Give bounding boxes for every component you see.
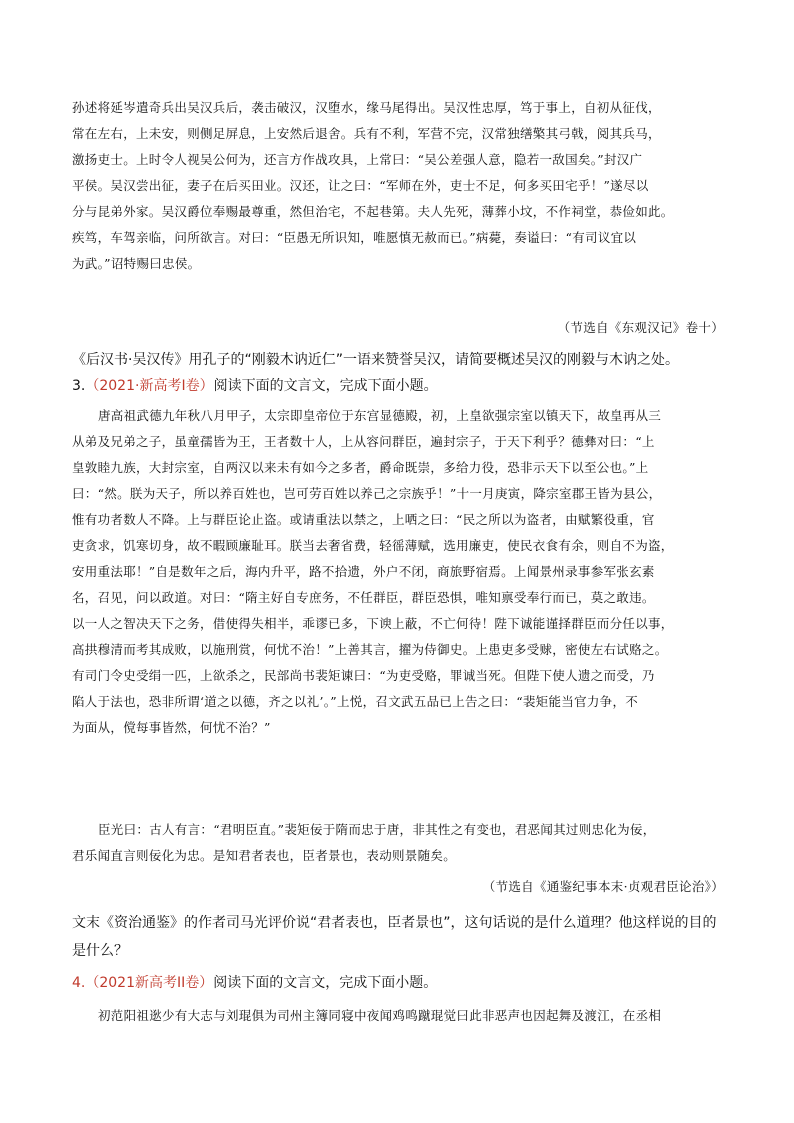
passage-line: 为面从，傥每事皆然，何忧不治？” <box>72 720 271 735</box>
passage-3-commentary <box>72 817 724 869</box>
passage-line: 激扬吏士。上时令人视吴公何为，还言方作战攻具，上常曰：“吴公差强人意，隐若一敌国矣。”封汉广 <box>72 152 643 167</box>
passage-line: 臣光曰：古人有言：“君明臣直。”裴矩佞于隋而忠于唐，非其性之有变也，君恶闻其过则忠化为佞， <box>98 822 656 837</box>
passage-line: 陷人于法也，恐非所谓‘道之以德，齐之以礼’。”上悦，召文武五品已上告之曰：“裴矩能当官力争，不 <box>72 694 639 709</box>
passage-line: 君乐闻直言则佞化为忠。是知君者表也，臣者景也，表动则景随矣。 <box>72 848 457 863</box>
passage-line: 安用重法耶！”自是数年之后，海内升平，路不拾遗，外户不闭，商旅野宿焉。上闻景州录事参军张玄素 <box>72 564 655 579</box>
passage-line: 皇敦睦九族，大封宗室，自两汉以来未有如今之多者，爵命既崇，多给力役，恐非示天下以至公也。”上 <box>72 460 649 475</box>
passage-line: 从弟及兄弟之子，虽童孺皆为王，王者数十人，上从容问群臣，遍封宗子，于天下利乎？德彝对曰：“上 <box>72 434 655 449</box>
item-number: 3. <box>72 378 86 394</box>
passage-line: 惟有功者数人不降。上与群臣论止盗。或请重法以禁之，上哂之曰：“民之所以为盗者，由赋繁役重，官 <box>72 512 655 527</box>
passage-line: 有司门令史受绢一匹，上欲杀之，民部尚书裴矩谏曰：“为吏受赂，罪诚当死。但陛下使人遗之而受，乃 <box>72 668 655 683</box>
passage-line: 唐高祖武德九年秋八月甲子，太宗即皇帝位于东宫显德殿，初，上皇欲强宗室以镇天下，故皇再从三 <box>98 408 662 423</box>
passage-1 <box>72 95 724 277</box>
passage-line: 曰：“然。朕为天子，所以养百姓也，岂可劳百姓以养己之宗族乎！”十一月庚寅，降宗室郡王皆为县公， <box>72 486 662 501</box>
passage-line: 高拱穆清而考其成败，以施刑赏，何忧不治！”上善其言，擢为侍御史。上患吏多受赇，密使左右试赂之。 <box>72 642 668 657</box>
passage-line: 初范阳祖逖少有大志与刘琨俱为司州主簿同寝中夜闻鸡鸣蹴琨觉曰此非恶声也因起舞及渡江，在丞相 <box>98 1008 662 1023</box>
passage-line: 以一人之智决天下之务，借使得失相半，乖谬已多，下谀上蔽，不亡何待！陛下诚能谨择群臣而分任以事， <box>72 616 674 631</box>
passage-4 <box>72 1003 724 1029</box>
passage-line: 分与昆弟外家。吴汉爵位奉赐最尊重，然但治宅，不起巷第。夫人先死，薄葬小坟，不作祠堂，恭俭如此。 <box>72 204 674 219</box>
passage-line: 常在左右，上未安，则侧足屏息，上安然后退舍。兵有不利，军营不完，汉常独缮檠其弓戟，阅其兵马， <box>72 126 661 141</box>
passage-line: 孙述将延岑遣奇兵出吴汉兵后，袭击破汉，汉堕水，缘马尾得出。吴汉性忠厚，笃于事上，自初从征伐， <box>72 100 661 115</box>
source-citation: （节选自《东观汉记》卷十） <box>557 320 724 335</box>
passage-line: 平侯。吴汉尝出征，妻子在后买田业。汉还，让之曰：“军师在外，吏士不足，何多买田宅乎！”遂尽以 <box>72 178 649 193</box>
passage-line: 为武。”诏特赐曰忠侯。 <box>72 256 201 271</box>
question-text: 是什么？ <box>72 943 128 959</box>
item-heading <box>72 970 437 996</box>
question-text: 文末《资治通鉴》的作者司马光评价说“君者表也，臣者景也”，这句话说的是什么道理？他这样说的目的 <box>72 915 717 931</box>
exam-source-tag: （2021·新高考I卷） <box>85 378 214 394</box>
passage-line: 名，召见，问以政道。对曰：“隋主好自专庶务，不任群臣，群臣恐惧，唯知禀受奉行而已，莫之敢违。 <box>72 590 655 605</box>
item-instruction: 阅读下面的文言文，完成下面小题。 <box>213 378 438 394</box>
item-heading <box>72 373 438 399</box>
source-citation: （节选自《通鉴纪事本末·贞观君臣论治》） <box>482 879 724 894</box>
exam-source-tag: （2021新高考II卷） <box>85 975 214 991</box>
passage-3 <box>72 403 724 741</box>
item-instruction: 阅读下面的文言文，完成下面小题。 <box>213 975 438 991</box>
passage-line: 吏贪求，饥寒切身，故不暇顾廉耻耳。朕当去奢省费，轻徭薄赋，选用廉吏，使民衣食有余，则自不为盗， <box>72 538 674 553</box>
item-number: 4. <box>72 975 86 991</box>
passage-line: 疾笃，车驾亲临，问所欲言。对曰：“臣愚无所识知，唯愿慎无赦而已。”病薨，奏谥曰：“有司议宜以 <box>72 230 637 245</box>
question-text: 《后汉书·吴汉传》用孔子的“刚毅木讷近仁”一语来赞誉吴汉，请简要概述吴汉的刚毅与木讷之处。 <box>72 352 679 368</box>
